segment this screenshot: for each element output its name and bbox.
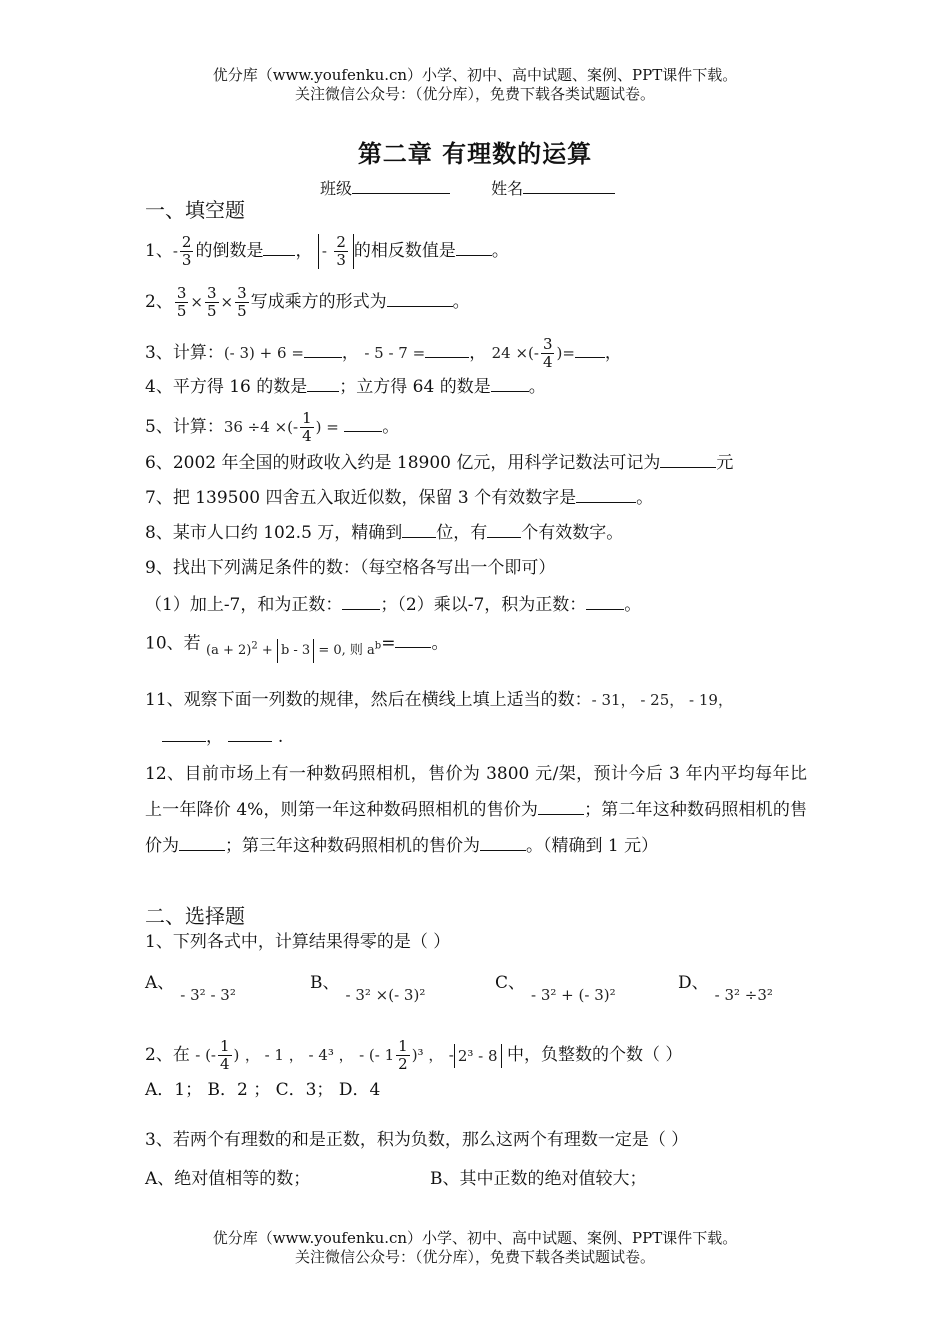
question-1: 1、- $\frac{2}{3}$ 的倒数是 ， - $\frac{2}{3}$ 的相反数值是 。 [145, 233, 509, 269]
section-multiple-choice: 二、选择题 [145, 904, 245, 928]
student-info [320, 176, 651, 199]
question-6: 6、2002 年全国的财政收入约是 18900 亿元，用科学记数法可记为 元 [145, 450, 733, 475]
option-b[interactable]: B、- 3² ×(- 3)² [310, 973, 426, 1004]
question-5: 5、计算：36 ÷4 ×(- $\frac{1}{4}$ ) = 。 [145, 409, 400, 445]
absolute-value: - $\frac{2}{3}$ [318, 234, 354, 269]
option-c[interactable]: C、- 3² + (- 3)² [495, 973, 616, 1004]
question-7: 7、把 139500 四舍五入取近似数，保留 3 个有效数字是 。 [145, 485, 653, 510]
option-a[interactable]: A、- 3² - 3² [145, 973, 236, 1004]
option-b[interactable]: B、其中正数的绝对值较大； [430, 1169, 647, 1189]
footer-line-2: 关注微信公众号：（优分库），免费下载各类试题试卷。 [294, 1248, 655, 1266]
question-4: 4、平方得 16 的数是 ；立方得 64 的数是 。 [145, 374, 546, 399]
class-field[interactable]: 班级 [320, 176, 450, 199]
section-fill-blank: 一、填空题 [145, 198, 245, 222]
choice-question-1: 1、下列各式中，计算结果得零的是（ ） [145, 932, 451, 952]
question-9: 9、找出下列满足条件的数：（每空格各写出一个即可） [145, 558, 556, 578]
option-a[interactable]: A、绝对值相等的数； [145, 1169, 311, 1189]
question-12: 12、目前市场上有一种数码照相机，售价为 3800 元/架，预计今后 3 年内平均每年比上一年降价 4%，则第一年这种数码照相机的售价为 ；第二年这种数码照相机的售价为 ；第三年这种数码照相机的售价为 。（精确到 1 元） [145, 764, 808, 856]
question-10: 10、若 $_{(a + 2)^2 + b - 3 = 0, 则 a^b}$= 。 [145, 629, 448, 657]
answer-blank[interactable] [456, 238, 492, 256]
header-line-1: 优分库（www.youfenku.cn）小学、初中、高中试题、案例、PPT课件下载。 [212, 66, 738, 84]
choice-question-2-options[interactable]: A．1； B．2 ； C．3； D．4 [145, 1080, 381, 1100]
question-9-parts: （1）加上-7，和为正数： ；（2）乘以-7，积为正数： 。 [145, 592, 641, 617]
question-8: 8、某市人口约 102.5 万，精确到 位，有 个有效数字。 [145, 520, 623, 545]
answer-blank[interactable] [263, 238, 295, 256]
answer-blank[interactable] [387, 289, 453, 307]
question-11-blanks: ， . [162, 724, 283, 749]
fraction: $\frac{2}{3}$ [181, 233, 192, 269]
question-2: 2、 $\frac{3}{5}$ × $\frac{3}{5}$ × $\frac{3}{5}$ 写成乘方的形式为 。 [145, 284, 470, 320]
header-banner [0, 66, 950, 104]
question-11: 11、观察下面一列数的规律，然后在横线上填上适当的数：- 31， - 25， - 19， [145, 690, 733, 710]
header-line-2: 关注微信公众号：（优分库），免费下载各类试题试卷。 [294, 85, 655, 103]
question-3: 3、计算：(- 3) + 6 = ， - 5 - 7 = ， 24 ×(- $\frac{3}{4}$ )= ， [145, 335, 622, 371]
footer-line-1: 优分库（www.youfenku.cn）小学、初中、高中试题、案例、PPT课件下载。 [212, 1229, 738, 1247]
name-field[interactable]: 姓名 [491, 176, 615, 199]
choice-question-2: 2、在 - (- $\frac{1}{4}$ ) ， - 1 ， - 4³ ， - (- 1 $\frac{1}{2}$ )³ ， - 2³ - 8 中，负整数的个数（ ） [145, 1037, 683, 1073]
choice-question-3: 3、若两个有理数的和是正数，积为负数，那么这两个有理数一定是（ ） [145, 1130, 689, 1150]
footer-banner [0, 1229, 950, 1267]
option-d[interactable]: D、- 3² ÷3² [678, 973, 773, 1004]
page-title: 第二章 有理数的运算 [357, 140, 593, 168]
